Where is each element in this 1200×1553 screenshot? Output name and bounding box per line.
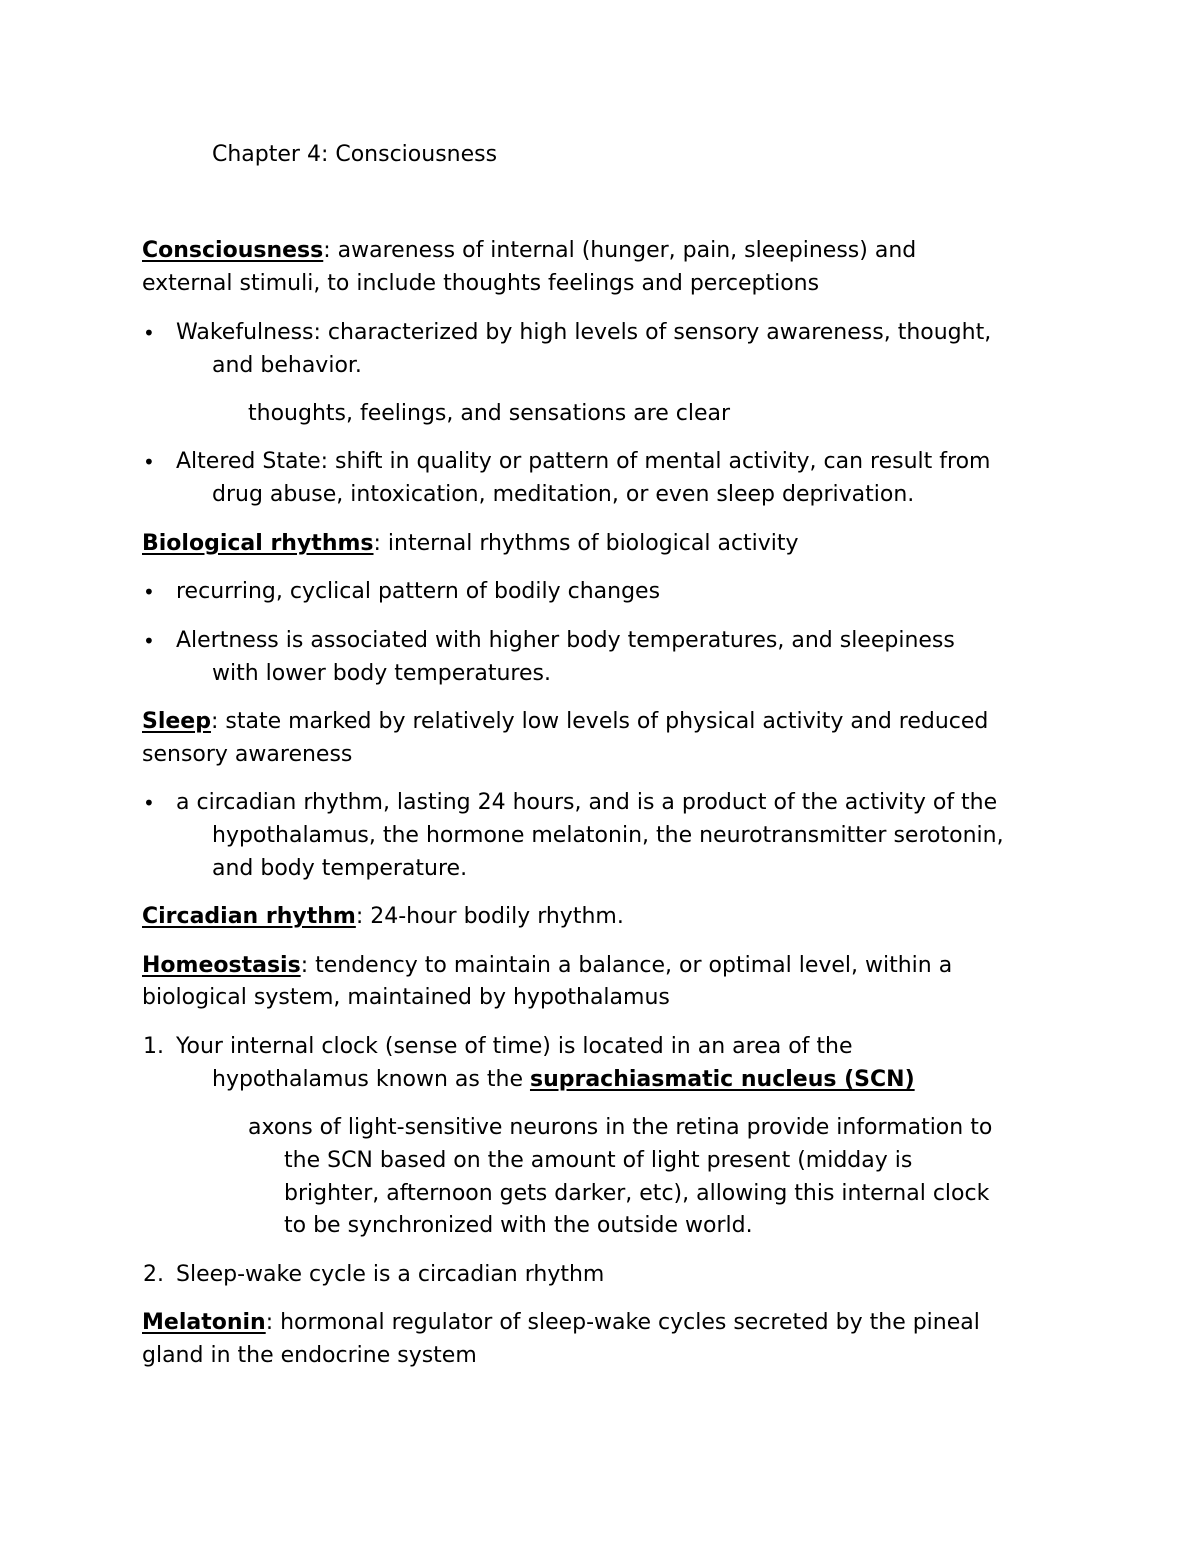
list-number-1: 1.	[143, 1034, 164, 1059]
melatonin-def-line1: : hormonal regulator of sleep-wake cycles secreted by the pineal	[265, 1310, 980, 1335]
consciousness-definition	[142, 237, 916, 265]
list-number-2: 2.	[143, 1262, 164, 1287]
melatonin-def-line2: gland in the endocrine system	[142, 1343, 477, 1368]
wakefulness-sub: thoughts, feelings, and sensations are clear	[248, 401, 731, 426]
biological-rhythms-bullet1: recurring, cyclical pattern of bodily changes	[176, 579, 661, 604]
bullet-icon: •	[143, 321, 155, 345]
biological-rhythms-bullet2-line2: with lower body temperatures.	[212, 661, 551, 686]
circadian-definition	[142, 903, 624, 931]
list-item1-line1: Your internal clock (sense of time) is located in an area of the	[176, 1034, 853, 1059]
biological-rhythms-bullet2-line1: Alertness is associated with higher body temperatures, and sleepiness	[176, 628, 955, 653]
bullet-icon: •	[143, 629, 155, 653]
list-item1-line2-prefix: hypothalamus known as the	[212, 1067, 530, 1092]
consciousness-def-line1: : awareness of internal (hunger, pain, sleepiness) and	[323, 238, 917, 263]
altered-state-line1: Altered State: shift in quality or pattern of mental activity, can result from	[176, 449, 991, 474]
list-item2: Sleep-wake cycle is a circadian rhythm	[176, 1262, 605, 1287]
scn-sub-line3: brighter, afternoon gets darker, etc), allowing this internal clock	[284, 1181, 990, 1206]
consciousness-def-line2: external stimuli, to include thoughts feelings and perceptions	[142, 271, 820, 296]
homeostasis-def-line2: biological system, maintained by hypothalamus	[142, 985, 670, 1010]
circadian-term: Circadian rhythm	[142, 904, 356, 929]
sleep-term: Sleep	[142, 709, 211, 734]
scn-sub-line2: the SCN based on the amount of light present (midday is	[284, 1148, 913, 1173]
scn-sub-line4: to be synchronized with the outside world.	[284, 1213, 753, 1238]
melatonin-term: Melatonin	[142, 1310, 266, 1335]
melatonin-definition	[142, 1309, 980, 1337]
sleep-def-line1: : state marked by relatively low levels of physical activity and reduced	[210, 709, 989, 734]
biological-rhythms-term: Biological rhythms	[142, 531, 374, 556]
wakefulness-line1: Wakefulness: characterized by high levels of sensory awareness, thought,	[176, 320, 992, 345]
page-title: Chapter 4: Consciousness	[212, 142, 498, 167]
bullet-icon: •	[143, 450, 155, 474]
consciousness-term: Consciousness	[142, 238, 324, 263]
homeostasis-def-line1: : tendency to maintain a balance, or optimal level, within a	[300, 953, 953, 978]
biological-rhythms-def: : internal rhythms of biological activity	[373, 531, 799, 556]
homeostasis-definition	[142, 952, 952, 980]
sleep-def-line2: sensory awareness	[142, 742, 353, 767]
sleep-bullet-line3: and body temperature.	[212, 856, 468, 881]
sleep-bullet-line2: hypothalamus, the hormone melatonin, the neurotransmitter serotonin,	[212, 823, 1004, 848]
scn-sub-line1: axons of light-sensitive neurons in the retina provide information to	[248, 1115, 993, 1140]
scn-term: suprachiasmatic nucleus (SCN)	[529, 1067, 915, 1092]
circadian-def: : 24-hour bodily rhythm.	[355, 904, 624, 929]
list-item1-line2	[212, 1066, 915, 1094]
altered-state-line2: drug abuse, intoxication, meditation, or even sleep deprivation.	[212, 482, 915, 507]
bullet-icon: •	[143, 791, 155, 815]
homeostasis-term: Homeostasis	[142, 953, 301, 978]
sleep-bullet-line1: a circadian rhythm, lasting 24 hours, and is a product of the activity of the	[176, 790, 998, 815]
wakefulness-line2: and behavior.	[212, 353, 362, 378]
sleep-definition	[142, 708, 988, 736]
biological-rhythms-definition	[142, 530, 799, 558]
bullet-icon: •	[143, 580, 155, 604]
